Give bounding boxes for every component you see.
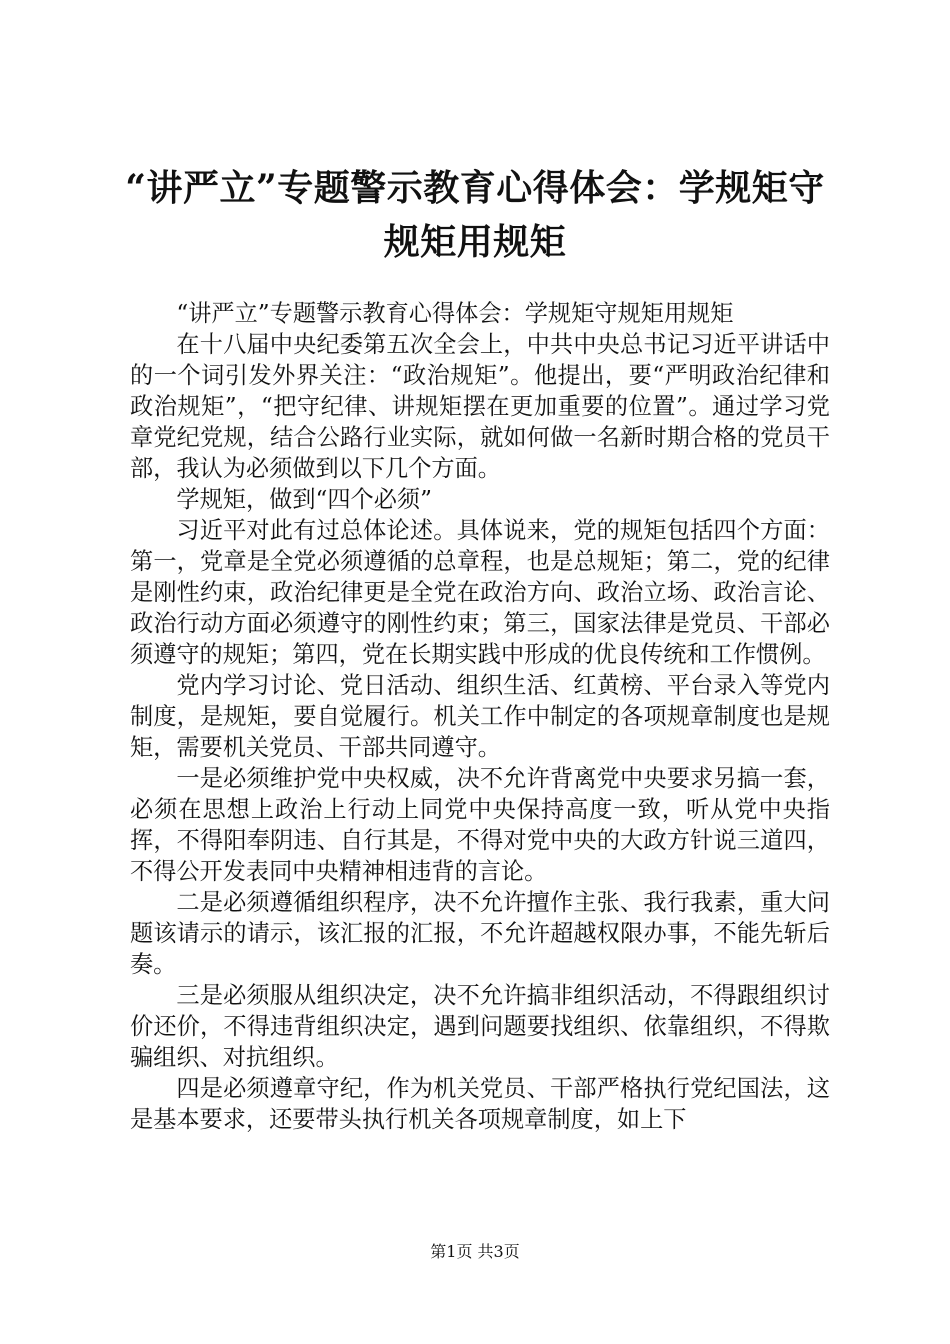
paragraph-point-four: 四是必须遵章守纪，作为机关党员、干部严格执行党纪国法，这是基本要求，还要带头执行机关各项规章制度，如上下: [130, 1075, 830, 1133]
paragraph-party-systems: 党内学习讨论、党日活动、组织生活、红黄榜、平台录入等党内制度，是规矩，要自觉履行。机关工作中制定的各项规章制度也是规矩，需要机关党员、干部共同遵守。: [130, 672, 830, 761]
document-title-line-2: 规矩用规矩: [383, 221, 567, 263]
paragraph-heading-four-musts: 学规矩，做到“四个必须”: [176, 486, 432, 513]
paragraph-point-two: 二是必须遵循组织程序，决不允许擅作主张、我行我素，重大问题该请示的请示，该汇报的汇报，不允许超越权限办事，不能先斩后奏。: [130, 889, 830, 978]
document-title-line-1: “讲严立”专题警示教育心得体会：学规矩守: [125, 167, 825, 209]
paragraph-overview: 习近平对此有过总体论述。具体说来，党的规矩包括四个方面：第一，党章是全党必须遵循的总章程，也是总规矩；第二，党的纪律是刚性约束，政治纪律更是全党在政治方向、政治立场、政治言论、政治行动方面必须遵守的刚性约束；第三，国家法律是党员、干部必须遵守的规矩；第四，党在长期实践中形成的优良传统和工作惯例。: [130, 517, 830, 668]
page-number-footer: 第1页 共3页: [430, 1242, 520, 1261]
paragraph-point-three: 三是必须服从组织决定，决不允许搞非组织活动，不得跟组织讨价还价，不得违背组织决定，遇到问题要找组织、依靠组织，不得欺骗组织、对抗组织。: [130, 982, 830, 1071]
document-body: [130, 298, 830, 1135]
paragraph-subtitle: “讲严立”专题警示教育心得体会：学规矩守规矩用规矩: [176, 300, 734, 327]
paragraph-intro: 在十八届中央纪委第五次全会上，中共中央总书记习近平讲话中的一个词引发外界关注：“政治规矩”。他提出，要“严明政治纪律和政治规矩”，“把守纪律、讲规矩摆在更加重要的位置”。通过学习党章党纪党规，结合公路行业实际，就如何做一名新时期合格的党员干部，我认为必须做到以下几个方面。: [130, 331, 830, 482]
paragraph-point-one: 一是必须维护党中央权威，决不允许背离党中央要求另搞一套，必须在思想上政治上行动上同党中央保持高度一致，听从党中央指挥，不得阳奉阴违、自行其是，不得对党中央的大政方针说三道四，不得公开发表同中央精神相违背的言论。: [130, 765, 830, 885]
